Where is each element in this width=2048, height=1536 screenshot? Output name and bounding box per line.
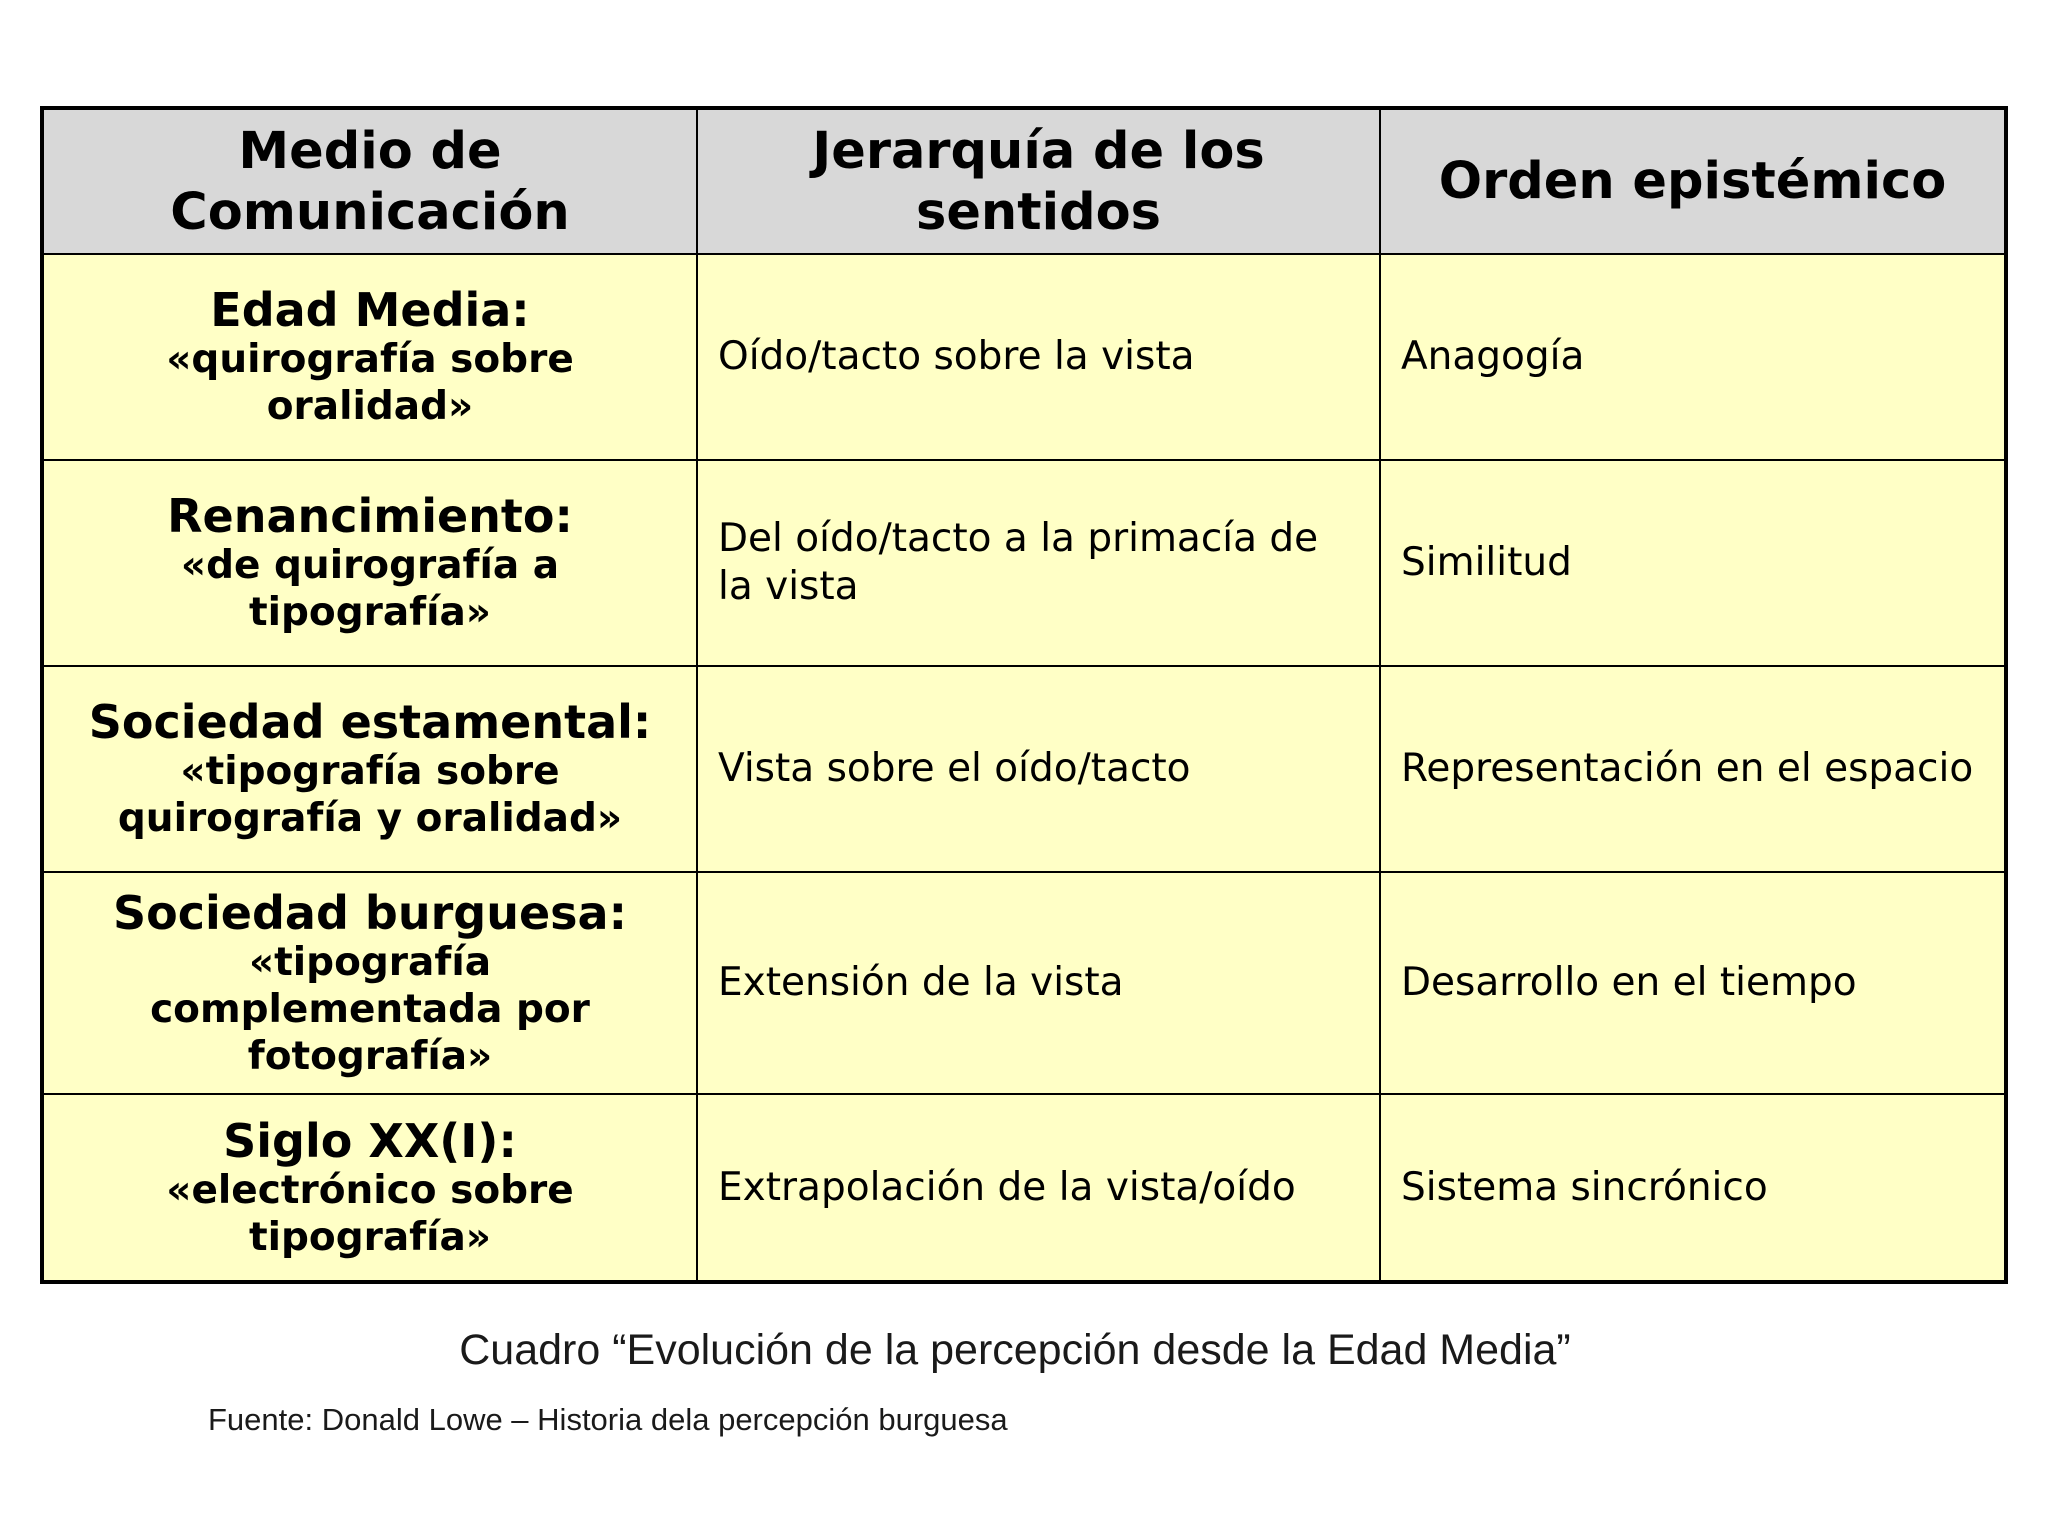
row-5-medio [44,1095,696,1280]
row-5-medio-sub: «electrónico sobre tipografía» [166,1167,574,1260]
row-2-jerarquia: Del oído/tacto a la primacía de la vista [698,461,1379,665]
table-source: Fuente: Donald Lowe – Historia dela percepción burguesa [208,1402,1008,1437]
header-jerarquia-label: Jerarquía de los sentidos [812,121,1265,242]
row-5-medio-title: Siglo XX(I): [223,1113,517,1168]
header-orden [1381,110,2004,253]
header-jerarquia [698,110,1379,253]
row-4-medio-sub: «tipografía complementada por fotografía» [150,939,590,1079]
perception-table [40,106,2008,1284]
row-3-orden: Representación en el espacio [1381,667,2004,871]
row-4-orden: Desarrollo en el tiempo [1381,873,2004,1093]
row-1-medio-title: Edad Media: [210,283,530,337]
row-3-medio [44,667,696,871]
row-1-medio-sub: «quirografía sobre oralidad» [166,337,574,429]
row-1-medio [44,255,696,459]
row-3-medio-sub: «tipografía sobre quirografía y oralidad» [117,749,623,841]
header-medio [44,110,696,253]
row-3-jerarquia: Vista sobre el oído/tacto [698,667,1379,871]
header-medio-label: Medio de Comunicación [170,121,570,242]
row-4-medio [44,873,696,1093]
row-5-orden: Sistema sincrónico [1381,1095,2004,1280]
row-2-medio-sub: «de quirografía a tipografía» [180,543,560,635]
row-5-jerarquia: Extrapolación de la vista/oído [698,1095,1379,1280]
header-orden-label: Orden epistémico [1438,152,1947,211]
row-2-medio [44,461,696,665]
row-1-jerarquia: Oído/tacto sobre la vista [698,255,1379,459]
table-caption: Cuadro “Evolución de la percepción desde la Edad Media” [459,1326,1571,1374]
row-3-medio-title: Sociedad estamental: [88,695,652,749]
row-1-orden: Anagogía [1381,255,2004,459]
row-4-medio-title: Sociedad burguesa: [113,885,627,940]
row-2-orden: Similitud [1381,461,2004,665]
row-2-medio-title: Renancimiento: [167,489,573,543]
row-4-jerarquia: Extensión de la vista [698,873,1379,1093]
